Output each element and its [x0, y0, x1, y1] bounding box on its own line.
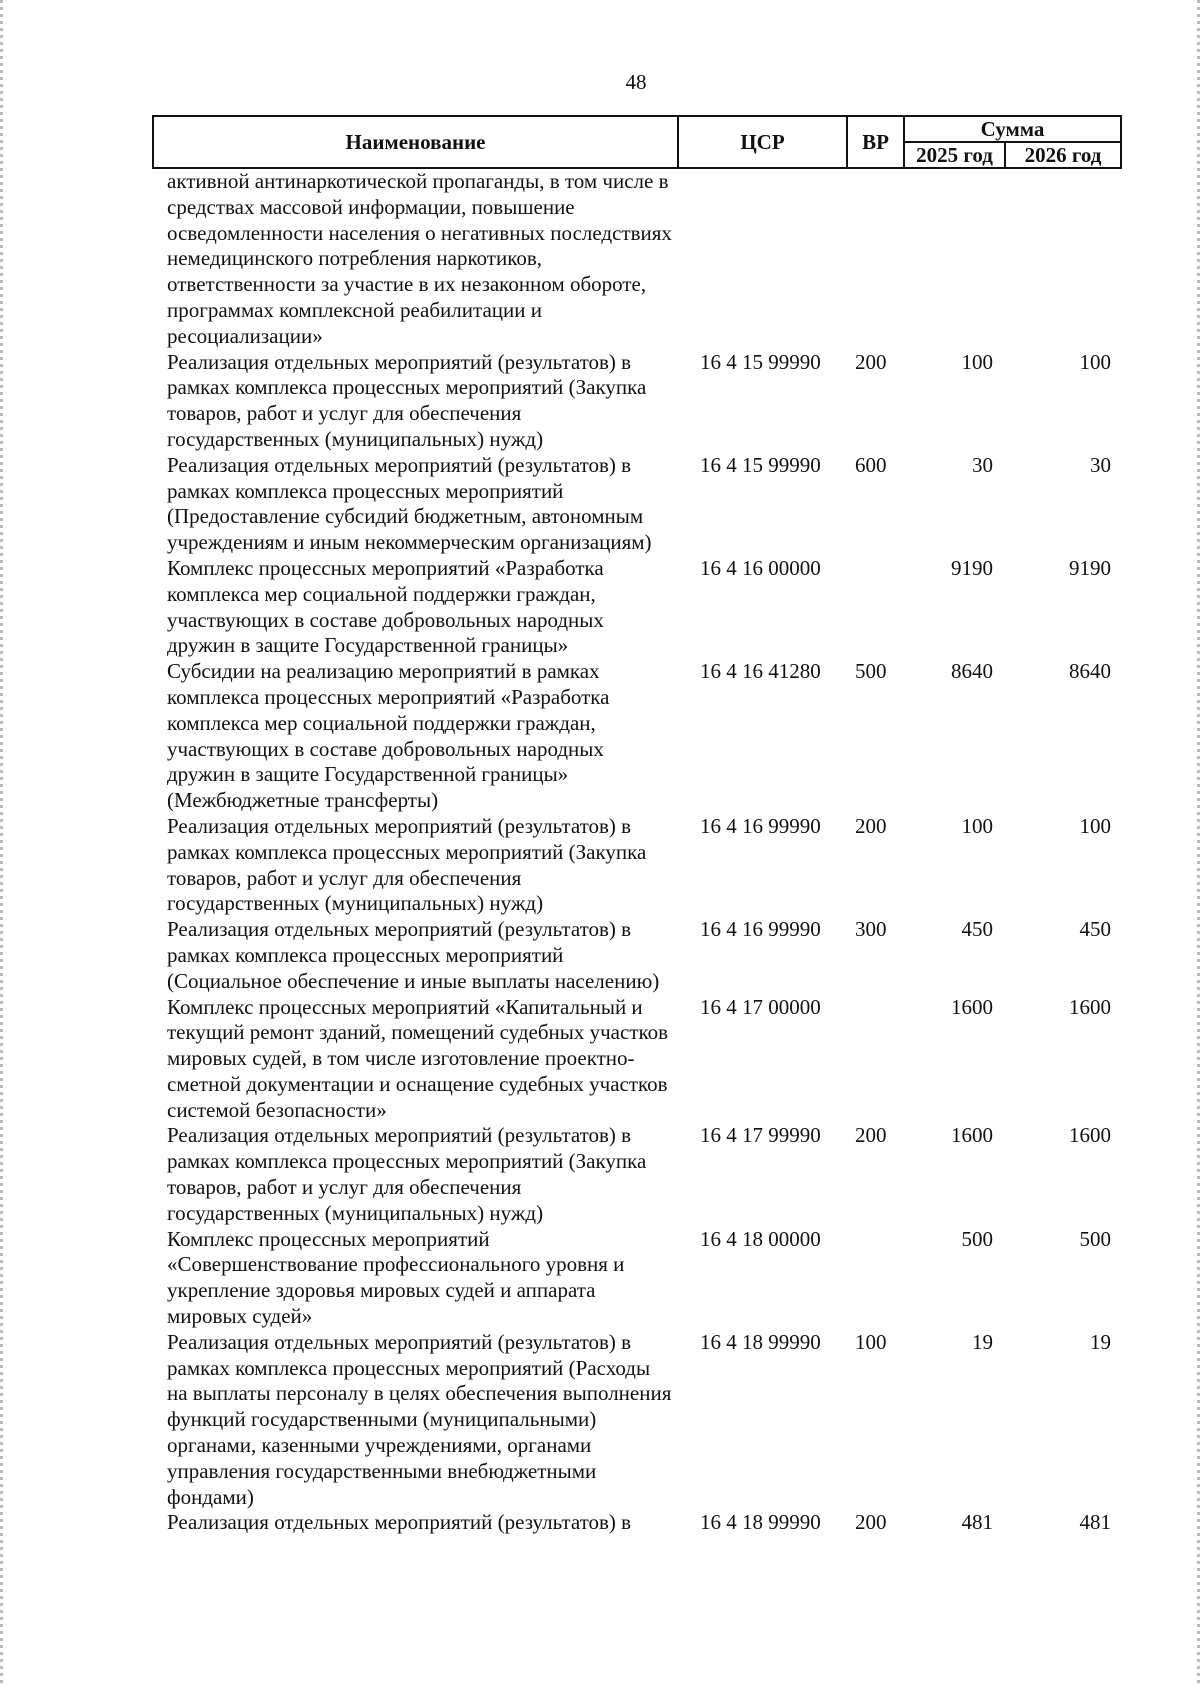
row-name: Реализация отдельных мероприятий (результатов) в рамках комплекса процессных мероприятий (Закупка товаров, работ и услуг для обеспечения государственных (муниципальных) нужд): [167, 813, 647, 916]
row-vr: [847, 995, 904, 1124]
row-amount-2025: 481: [961, 1510, 993, 1535]
header-name: Наименование: [153, 116, 678, 168]
table-row: [153, 1330, 1121, 1511]
table-row: [153, 1123, 1121, 1226]
row-vr: 200: [855, 1123, 887, 1148]
row-csr: 16 4 15 99990: [700, 452, 821, 477]
table-body: [153, 168, 1121, 1536]
row-csr: 16 4 16 00000: [700, 555, 821, 580]
page-number: 48: [625, 70, 647, 94]
row-vr: 200: [855, 1510, 887, 1535]
row-vr: 200: [855, 813, 887, 838]
row-csr: 16 4 17 00000: [700, 994, 821, 1019]
header-year-2025: 2025 год: [904, 142, 1005, 168]
row-vr: 100: [855, 1329, 887, 1354]
table-header: [153, 116, 1121, 168]
row-csr: 16 4 17 99990: [700, 1123, 821, 1148]
budget-table: [152, 115, 1122, 1536]
row-name: Субсидии на реализацию мероприятий в рамках комплекса процессных мероприятий «Разработка комплекса мер социальной поддержки граждан, участвующих в составе добровольных народных дружин в защите Государственной границы» (Межбюджетные трансферты): [167, 659, 610, 813]
header-sum: Сумма: [904, 116, 1121, 142]
row-vr: [847, 168, 904, 350]
row-amount-2026: 100: [1079, 349, 1111, 374]
row-name: Комплекс процессных мероприятий «Совершенствование профессионального уровня и укрепление здоровья мировых судей и аппарата мировых судей»: [167, 1226, 625, 1329]
row-amount-2026: 1600: [1069, 1123, 1111, 1148]
table-row: [153, 659, 1121, 814]
row-amount-2026: 9190: [1069, 555, 1111, 580]
row-amount-2026: 450: [1079, 917, 1111, 942]
row-csr: 16 4 16 99990: [700, 813, 821, 838]
row-vr: 300: [855, 917, 887, 942]
row-name: Реализация отдельных мероприятий (результатов) в рамках комплекса процессных мероприятий (Закупка товаров, работ и услуг для обеспечения государственных (муниципальных) нужд): [167, 1123, 647, 1225]
row-vr: 500: [855, 659, 887, 684]
row-amount-2025: 30: [972, 452, 993, 477]
row-vr: [847, 556, 904, 659]
row-amount-2026: 8640: [1069, 659, 1111, 684]
table-row: [153, 995, 1121, 1124]
row-amount-2025: 9190: [951, 555, 993, 580]
row-name: Реализация отдельных мероприятий (результатов) в рамках комплекса процессных мероприятий (Предоставление субсидий бюджетным, автономным учреждениям и иным некоммерческим организациям): [167, 452, 652, 555]
row-amount-2025: 100: [961, 349, 993, 374]
table-row: [153, 556, 1121, 659]
row-csr: [678, 168, 847, 350]
row-name: активной антинаркотической пропаганды, в том числе в средствах массовой информации, повышение осведомленности населения о негативных последствиях немедицинского потребления наркотиков, ответственности за участие в их незаконном обороте, программах комплексной реабилитации и ресоциализации»: [167, 169, 672, 348]
row-amount-2025: 1600: [951, 994, 993, 1019]
table-row: [153, 917, 1121, 994]
row-vr: [847, 1227, 904, 1330]
row-csr: 16 4 18 99990: [700, 1510, 821, 1535]
header-csr: ЦСР: [678, 116, 847, 168]
row-name: Реализация отдельных мероприятий (результатов) в: [167, 1510, 632, 1535]
row-vr: 200: [855, 349, 887, 374]
header-year-2026: 2026 год: [1005, 142, 1121, 168]
table-row: [153, 350, 1121, 453]
row-name: Реализация отдельных мероприятий (результатов) в рамках комплекса процессных мероприятий (Расходы на выплаты персоналу в целях обеспечения выполнения функций государственными (муниципальными) органами, казенными учреждениями, органами управления государственными внебюджетными фондами): [167, 1329, 672, 1509]
row-csr: 16 4 18 99990: [700, 1329, 821, 1354]
row-amount-2025: 100: [961, 813, 993, 838]
row-amount-2026: 500: [1079, 1226, 1111, 1251]
header-vr: ВР: [847, 116, 904, 168]
scan-edge-left: [0, 0, 3, 1686]
table-row: [153, 814, 1121, 917]
row-amount-2026: 30: [1090, 452, 1111, 477]
row-name: Реализация отдельных мероприятий (результатов) в рамках комплекса процессных мероприятий (Социальное обеспечение и иные выплаты населению): [167, 917, 660, 993]
row-name: Комплекс процессных мероприятий «Разработка комплекса мер социальной поддержки граждан, участвующих в составе добровольных народных дружин в защите Государственной границы»: [167, 555, 604, 658]
row-amount-2025: 8640: [951, 659, 993, 684]
table-row: [153, 168, 1121, 350]
table-row: [153, 1510, 1121, 1536]
row-amount-2026: [1005, 168, 1121, 350]
row-amount-2025: 450: [961, 917, 993, 942]
row-amount-2025: 1600: [951, 1123, 993, 1148]
row-csr: 16 4 18 00000: [700, 1226, 821, 1251]
table-row: [153, 1227, 1121, 1330]
row-amount-2025: 19: [972, 1329, 993, 1354]
row-name: Реализация отдельных мероприятий (результатов) в рамках комплекса процессных мероприятий (Закупка товаров, работ и услуг для обеспечения государственных (муниципальных) нужд): [167, 349, 647, 451]
row-amount-2026: 481: [1079, 1510, 1111, 1535]
row-amount-2026: 100: [1079, 813, 1111, 838]
row-amount-2026: 19: [1090, 1329, 1111, 1354]
row-name: Комплекс процессных мероприятий «Капитальный и текущий ремонт зданий, помещений судебных участков мировых судей, в том числе изготовление проектно-сметной документации и оснащение судебных участков системой безопасности»: [167, 994, 669, 1122]
row-amount-2025: 500: [961, 1226, 993, 1251]
row-vr: 600: [855, 452, 887, 477]
table-row: [153, 453, 1121, 556]
row-amount-2025: [904, 168, 1005, 350]
row-csr: 16 4 16 99990: [700, 917, 821, 942]
row-csr: 16 4 15 99990: [700, 349, 821, 374]
row-amount-2026: 1600: [1069, 994, 1111, 1019]
row-csr: 16 4 16 41280: [700, 659, 821, 684]
